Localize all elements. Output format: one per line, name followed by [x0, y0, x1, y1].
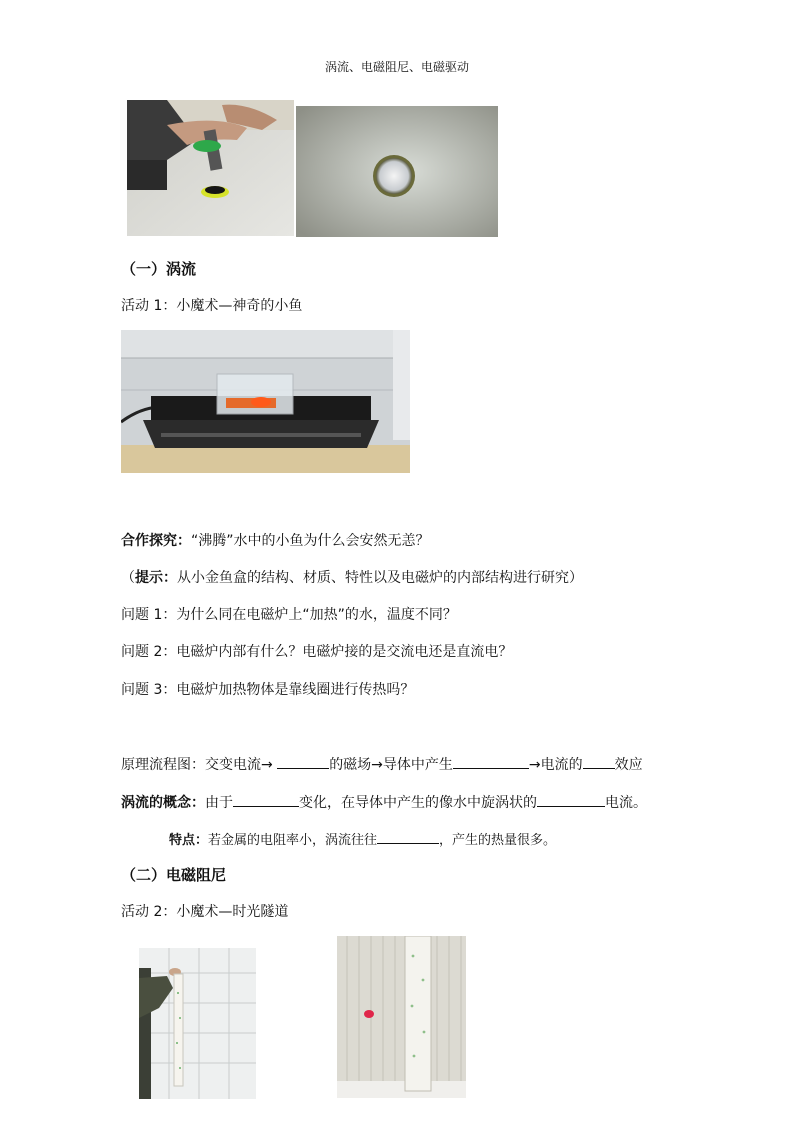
blank-4[interactable]	[233, 793, 299, 807]
question-2: 问题 2：电磁炉内部有什么？电磁炉接的是交流电还是直流电？	[121, 644, 513, 660]
feature-label: 特点：	[169, 833, 209, 848]
blank-2[interactable]	[453, 755, 529, 769]
flow-diagram-line	[121, 754, 643, 774]
flow-text-c: →电流的	[528, 757, 583, 773]
hint-open: （	[121, 570, 135, 586]
hint-label: 提示：	[135, 570, 177, 586]
section-heading-eddy: （一）涡流	[121, 260, 197, 278]
photo-hand-magnet	[127, 100, 294, 236]
explore-text: “沸腾”水中的小鱼为什么会安然无恙？	[191, 533, 430, 549]
photo-induction-cooker	[121, 330, 410, 473]
photo-person-tube	[139, 948, 256, 1099]
hint-line	[121, 567, 583, 587]
photo-tube-falling-magnet	[337, 936, 466, 1098]
activity-2-title: 活动 2：小魔术—时光隧道	[121, 904, 289, 920]
explore-line	[121, 530, 430, 550]
photo-metal-disc	[296, 106, 498, 237]
concept-text-c: 电流。	[605, 795, 647, 811]
hint-text: 从小金鱼盒的结构、材质、特性以及电磁炉的内部结构进行研究）	[177, 570, 583, 586]
blank-5[interactable]	[537, 793, 605, 807]
flow-text-b: 的磁场→导体中产生	[329, 757, 453, 773]
flow-text-a: 原理流程图：交变电流→	[121, 757, 278, 773]
flow-text-d: 效应	[614, 757, 643, 773]
concept-label: 涡流的概念：	[121, 795, 205, 811]
concept-line	[121, 792, 647, 812]
blank-6[interactable]	[377, 830, 439, 844]
blank-1[interactable]	[277, 755, 329, 769]
feature-text-b: ，产生的热量很多。	[439, 833, 557, 848]
section-heading-damping: （二）电磁阻尼	[121, 866, 227, 884]
feature-text-a: 若金属的电阻率小，涡流往往	[208, 833, 378, 848]
blank-3[interactable]	[583, 755, 615, 769]
page-header: 涡流、电磁阻尼、电磁驱动	[324, 60, 469, 74]
question-3: 问题 3：电磁炉加热物体是靠线圈进行传热吗？	[121, 682, 415, 698]
concept-text-b: 变化，在导体中产生的像水中旋涡状的	[299, 795, 537, 811]
activity-1-title: 活动 1：小魔术—神奇的小鱼	[121, 298, 303, 314]
question-1: 问题 1：为什么同在电磁炉上“加热”的水，温度不同？	[121, 607, 457, 623]
concept-text-a: 由于	[205, 795, 233, 811]
explore-label: 合作探究：	[121, 533, 191, 549]
feature-line	[169, 829, 556, 848]
